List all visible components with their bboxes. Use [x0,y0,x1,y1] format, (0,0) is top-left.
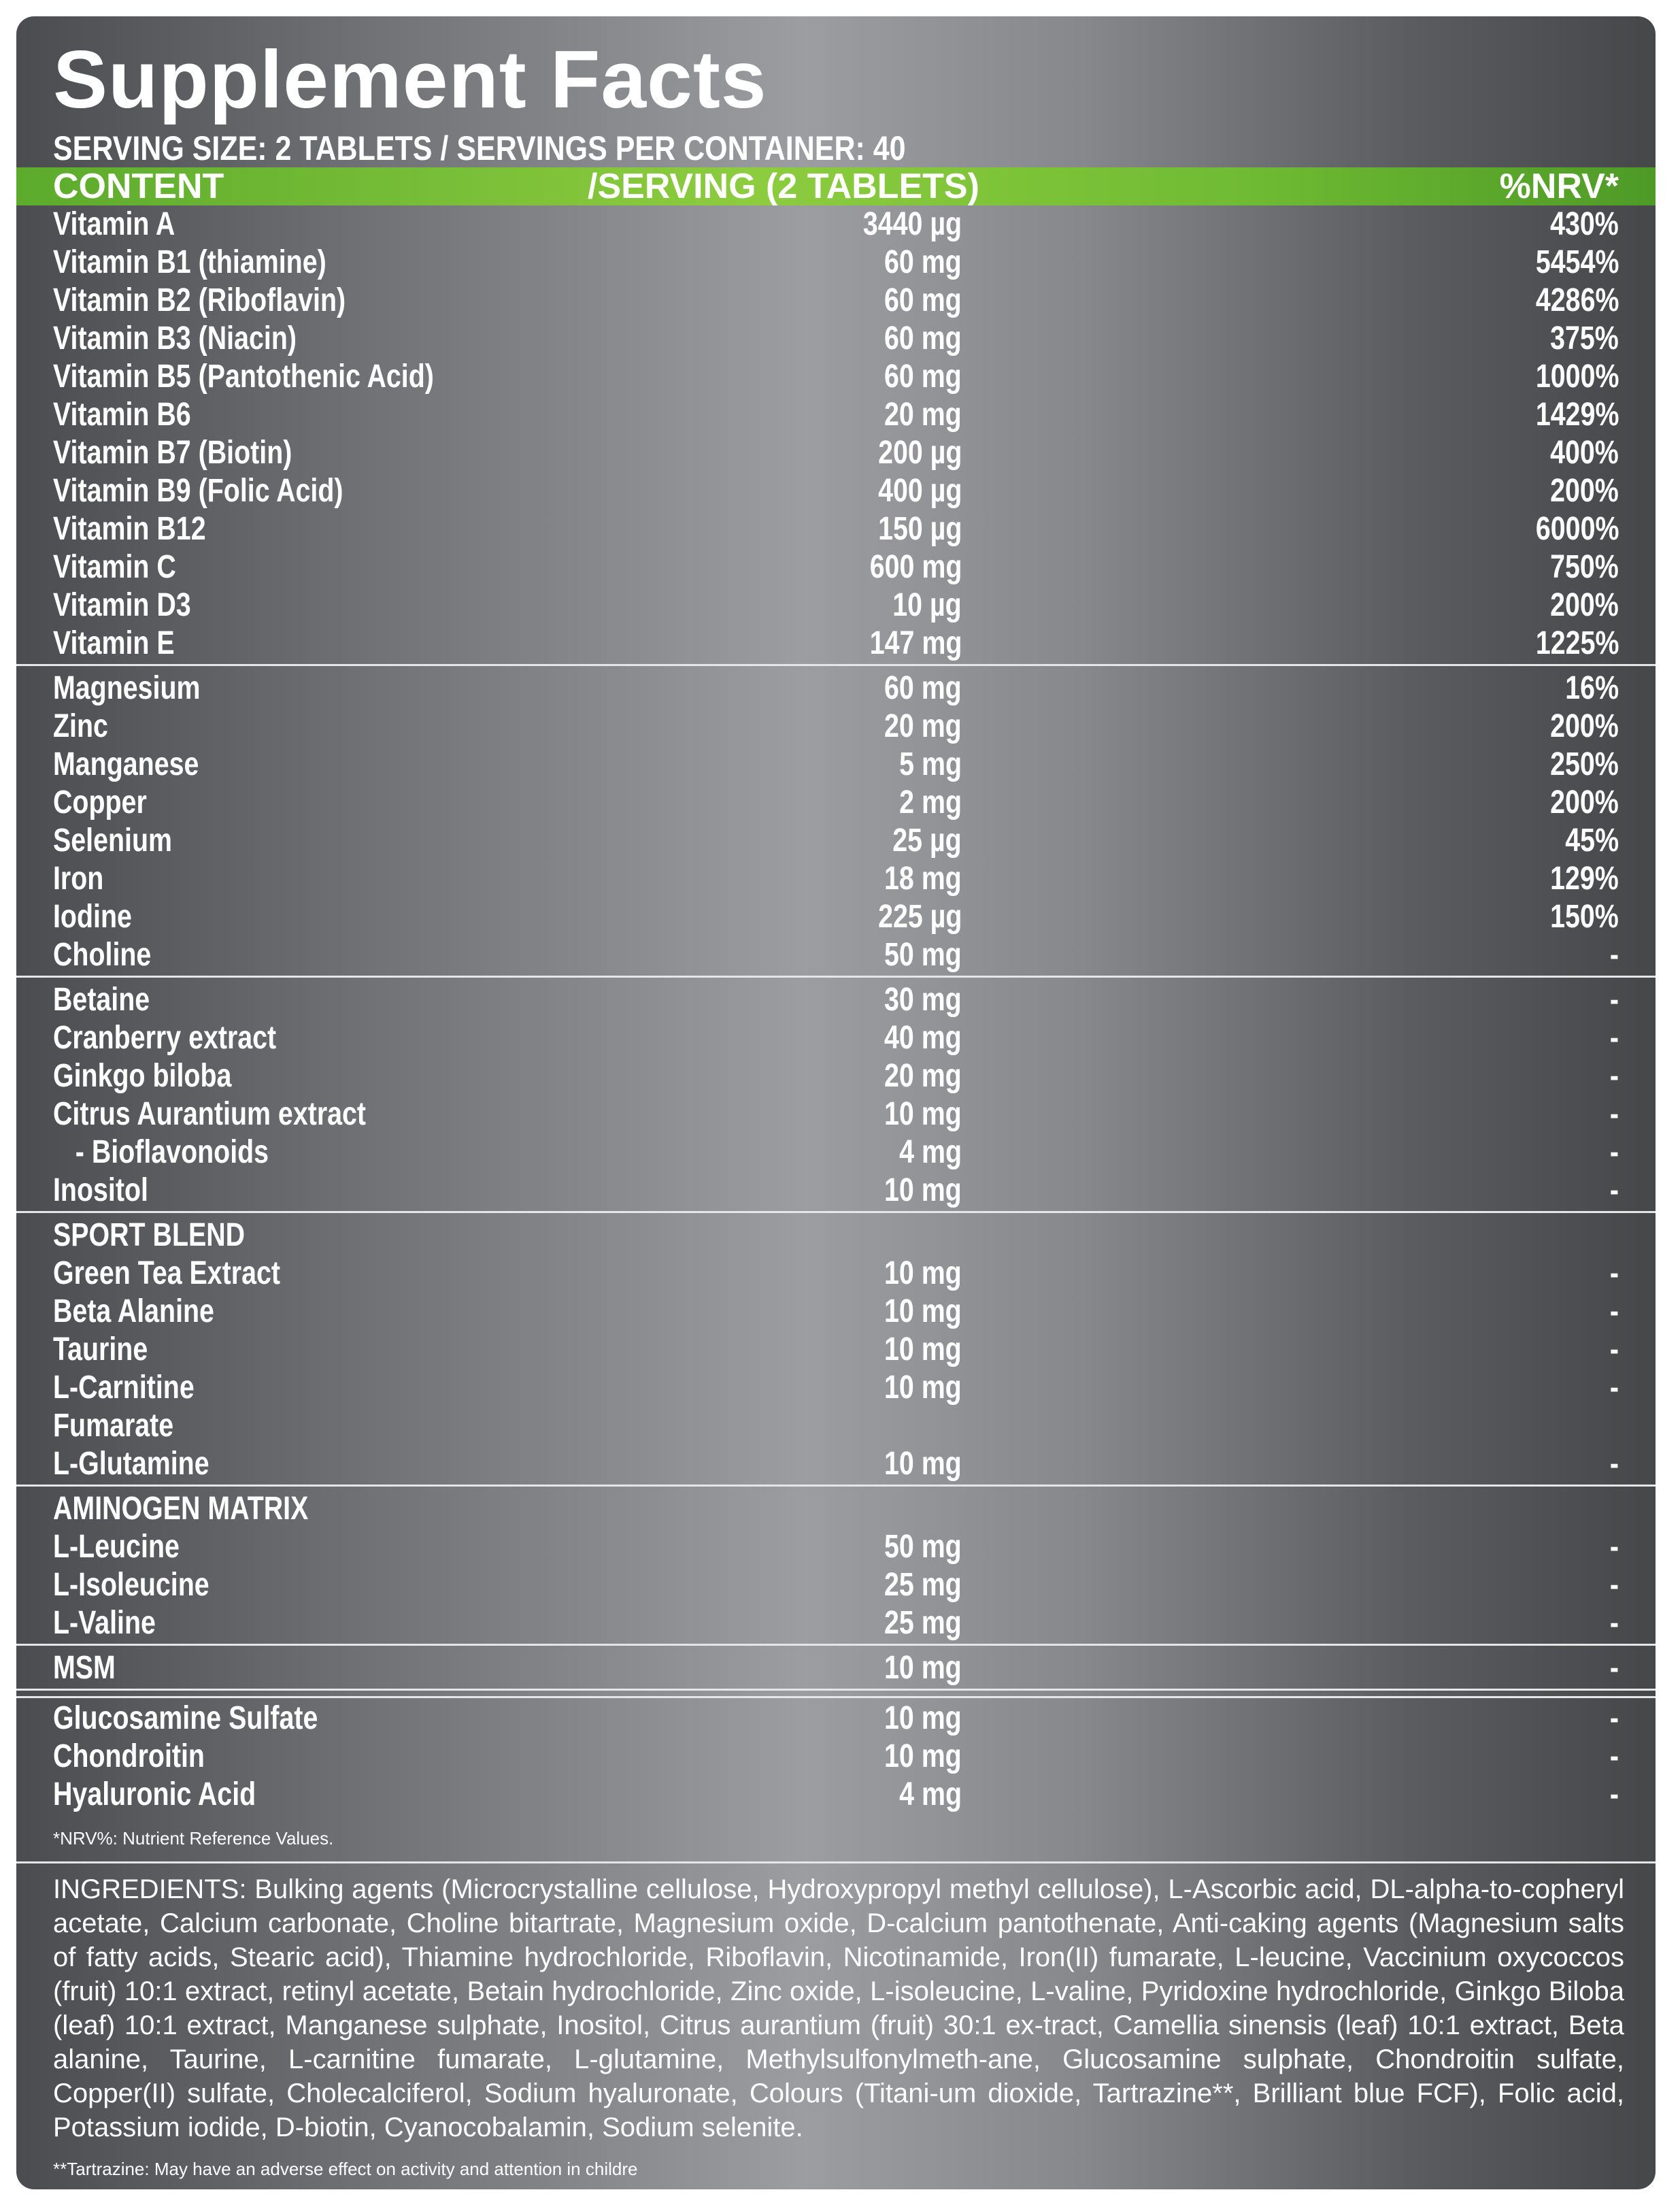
nutrient-amount: 400 µg [877,473,962,509]
table-row [16,625,1656,663]
nutrient-nrv: - [1609,1058,1619,1094]
nutrient-amount: 20 mg [884,1058,962,1094]
nutrient-name: Inositol [53,1172,148,1208]
nutrient-name: L-Valine [53,1605,156,1641]
nutrient-nrv: - [1609,1293,1619,1329]
nutrient-amount: 4 mg [899,1134,962,1170]
section-divider [16,1689,1656,1698]
nutrient-amount: 10 mg [884,1331,962,1367]
ingredients-list: INGREDIENTS: Bulking agents (Microcrystalline cellulose, Hydroxypropyl methyl cellulose), L-Ascorbic acid, DL-alpha-to-copheryl acetate, Calcium carbonate, Choline bitartrate, Magnesium oxide, D-calcium pantothenate, Anti-caking agents (Magnesium salts of fatty acids, Stearic acid), Thiamine hydrochloride, Riboflavin, Nicotinamide, Iron(II) fumarate, L-leucine, Vaccinium oxycoccos (fruit) 10:1 extract, retinyl acetate, Betain hydrochloride, Zinc oxide, L-isoleucine, L-valine, Pyridoxine hydrochloride, Ginkgo Biloba (leaf) 10:1 extract, Manganese sulphate, Inositol, Citrus aurantium (fruit) 30:1 ex-tract, Camellia sinensis (leaf) 10:1 extract, Beta alanine, Taurine, L-carnitine fumarate, L-glutamine, Methylsulfonylmeth-ane, Glucosamine sulphate, Chondroitin sulfate, Copper(II) sulfate, Cholecalciferol, Sodium hyaluronate, Colours (Titani-um dioxide, Tartrazine**, Brilliant blue FCF), Folic acid, Potassium iodide, D-biotin, Cyanocobalamin, Sodium selenite. [53,1874,1624,2142]
supplement-facts-panel [16,16,1656,2189]
nutrient-nrv: 400% [1550,435,1619,471]
nutrient-amount: 3440 µg [862,206,962,242]
nutrient-name: Vitamin B1 (thiamine) [53,244,326,280]
nutrient-nrv: - [1609,1567,1619,1603]
nutrient-nrv: 200% [1550,587,1619,623]
section-title [16,1490,1656,1528]
section-divider [16,1644,1656,1648]
nutrient-nrv: 45% [1565,823,1619,859]
nutrient-nrv: 5454% [1535,244,1619,280]
nutrient-name: Vitamin A [53,206,175,242]
nutrient-amount: 600 mg [869,549,962,585]
nutrient-amount: 10 µg [892,587,962,623]
nutrient-name: Vitamin B2 (Riboflavin) [53,282,346,318]
nutrient-nrv: - [1609,1605,1619,1641]
nutrient-amount: 50 mg [884,937,962,973]
table-row [16,205,1656,244]
nutrient-name: Selenium [53,823,172,859]
nutrient-nrv: 6000% [1535,511,1619,547]
nutrient-amount: 10 mg [884,1293,962,1329]
table-row [16,1172,1656,1210]
table-row [16,1095,1656,1133]
table-row [16,472,1656,510]
nutrient-amount: 60 mg [884,359,962,395]
nutrient-name: Magnesium [53,670,201,706]
nutrient-amount: 10 mg [884,1446,962,1482]
nutrient-nrv: - [1609,1700,1619,1736]
header-nrv: %NRV* [1499,167,1619,206]
table-row [16,1528,1656,1566]
nutrient-nrv: 200% [1550,784,1619,820]
nutrient-name: Vitamin E [53,625,175,661]
table-row [16,1019,1656,1057]
nutrient-table [16,205,1656,1814]
nutrient-nrv: - [1609,1331,1619,1367]
nutrient-nrv: 1429% [1535,397,1619,433]
section-divider [16,1485,1656,1489]
nutrient-amount: 50 mg [884,1529,962,1565]
nutrient-name: L-Glutamine [53,1446,209,1482]
table-row [16,1700,1656,1738]
table-row [16,1566,1656,1604]
nutrient-name: L-Leucine [53,1529,180,1565]
nutrient-nrv: 200% [1550,708,1619,744]
nutrient-name: Hyaluronic Acid [53,1776,256,1812]
nutrient-amount: 225 µg [877,899,962,935]
nutrient-name: Iodine [53,899,132,935]
nutrient-name: Vitamin B6 [53,397,191,433]
nutrient-amount: 150 µg [877,511,962,547]
table-row [16,822,1656,860]
nutrient-name: Iron [53,861,104,897]
nutrient-amount: 10 mg [884,1255,962,1291]
table-row [16,244,1656,282]
nrv-footnote: *NRV%: Nutrient Reference Values. [53,1828,334,1848]
nutrient-amount: 60 mg [884,244,962,280]
nutrient-nrv: - [1609,1172,1619,1208]
nutrient-nrv: 430% [1550,206,1619,242]
nutrient-amount: 18 mg [884,861,962,897]
nutrient-name: Copper [53,784,147,820]
nutrient-name: Beta Alanine [53,1293,214,1329]
table-row [16,1057,1656,1095]
table-row [16,1331,1656,1369]
table-row [16,981,1656,1019]
nutrient-nrv: 250% [1550,746,1619,782]
table-row [16,1255,1656,1293]
nutrient-name: Chondroitin [53,1738,205,1774]
nutrient-name: Fumarate [53,1408,174,1444]
table-row [16,1776,1656,1814]
nutrient-nrv: - [1609,1529,1619,1565]
nutrient-name: Ginkgo biloba [53,1058,232,1094]
nutrient-nrv: 1000% [1535,359,1619,395]
section-title [16,1216,1656,1255]
table-row [16,434,1656,472]
nutrient-amount: 200 µg [877,435,962,471]
nutrient-amount: 5 mg [899,746,962,782]
nutrient-amount: 10 mg [884,1650,962,1686]
nutrient-amount: 10 mg [884,1700,962,1736]
nutrient-name: - Bioflavonoids [53,1134,269,1170]
table-row [16,669,1656,708]
nutrient-name: L-Carnitine [53,1370,195,1406]
table-row [16,1133,1656,1172]
section-divider [16,664,1656,668]
nutrient-name: Vitamin D3 [53,587,191,623]
nutrient-amount: 2 mg [899,784,962,820]
nutrient-name: Citrus Aurantium extract [53,1096,367,1132]
section-title-label: SPORT BLEND [53,1217,246,1253]
nutrient-amount: 25 µg [892,823,962,859]
nutrient-nrv: - [1609,1255,1619,1291]
nutrient-name: Vitamin B7 (Biotin) [53,435,292,471]
nutrient-name: Vitamin C [53,549,176,585]
header-serving: /SERVING (2 TABLETS) [588,167,979,206]
table-row [16,1738,1656,1776]
nutrient-name: Vitamin B9 (Folic Acid) [53,473,343,509]
table-row [16,358,1656,396]
nutrient-name: Green Tea Extract [53,1255,280,1291]
section-divider [16,976,1656,980]
nutrient-nrv: - [1609,1446,1619,1482]
nutrient-nrv: - [1609,1020,1619,1056]
nutrient-name: Choline [53,937,152,973]
nutrient-name: Betaine [53,982,150,1018]
table-row [16,1369,1656,1407]
table-row [16,936,1656,974]
nutrient-nrv: - [1609,1134,1619,1170]
nutrient-nrv: - [1609,1370,1619,1406]
table-row [16,586,1656,625]
nutrient-amount: 60 mg [884,320,962,357]
header-content: CONTENT [53,167,224,206]
nutrient-nrv: 750% [1550,549,1619,585]
nutrient-nrv: 150% [1550,899,1619,935]
nutrient-nrv: 375% [1550,320,1619,357]
table-row [16,1649,1656,1687]
tartrazine-warning: **Tartrazine: May have an adverse effect on activity and attention in childre [53,2159,638,2179]
nutrient-amount: 10 mg [884,1172,962,1208]
nutrient-amount: 20 mg [884,708,962,744]
nutrient-name: Vitamin B3 (Niacin) [53,320,297,357]
nutrient-nrv: - [1609,982,1619,1018]
nutrient-name: MSM [53,1650,116,1686]
table-row [16,1445,1656,1483]
nutrient-amount: 10 mg [884,1370,962,1406]
nutrient-name: Vitamin B12 [53,511,206,547]
nutrient-nrv: - [1609,937,1619,973]
nutrient-amount: 40 mg [884,1020,962,1056]
table-row [16,1407,1656,1445]
nutrient-name: Vitamin B5 (Pantothenic Acid) [53,359,434,395]
nutrient-amount: 10 mg [884,1096,962,1132]
table-row [16,282,1656,320]
nutrient-nrv: 200% [1550,473,1619,509]
nutrient-nrv: 129% [1550,861,1619,897]
nutrient-amount: 4 mg [899,1776,962,1812]
table-row [16,320,1656,358]
nutrient-name: Cranberry extract [53,1020,277,1056]
nutrient-nrv: - [1609,1738,1619,1774]
nutrient-amount: 147 mg [869,625,962,661]
nutrient-amount: 10 mg [884,1738,962,1774]
nutrient-amount: 60 mg [884,282,962,318]
nutrient-nrv: - [1609,1096,1619,1132]
nutrient-amount: 60 mg [884,670,962,706]
table-row [16,860,1656,898]
table-row [16,510,1656,548]
table-row [16,898,1656,936]
nutrient-nrv: 4286% [1535,282,1619,318]
nutrient-amount: 25 mg [884,1605,962,1641]
ingredients-divider [16,1861,1656,1863]
nutrient-nrv: 1225% [1535,625,1619,661]
table-row [16,548,1656,586]
serving-info: SERVING SIZE: 2 TABLETS / SERVINGS PER CONTAINER: 40 [53,129,906,167]
table-row [16,708,1656,746]
nutrient-nrv: - [1609,1776,1619,1812]
nutrient-name: Manganese [53,746,199,782]
table-header [16,167,1656,205]
nutrient-nrv: - [1609,1650,1619,1686]
table-row [16,746,1656,784]
nutrient-amount: 30 mg [884,982,962,1018]
nutrient-amount: 25 mg [884,1567,962,1603]
nutrient-name: Taurine [53,1331,148,1367]
table-row [16,784,1656,822]
nutrient-name: Zinc [53,708,108,744]
nutrient-name: L-Isoleucine [53,1567,209,1603]
nutrient-name: Glucosamine Sulfate [53,1700,318,1736]
section-title-label: AMINOGEN MATRIX [53,1491,309,1527]
table-row [16,1604,1656,1642]
section-divider [16,1211,1656,1215]
nutrient-nrv: 16% [1565,670,1619,706]
table-row [16,396,1656,434]
label-title: Supplement Facts [53,34,767,125]
nutrient-amount: 20 mg [884,397,962,433]
table-row [16,1293,1656,1331]
